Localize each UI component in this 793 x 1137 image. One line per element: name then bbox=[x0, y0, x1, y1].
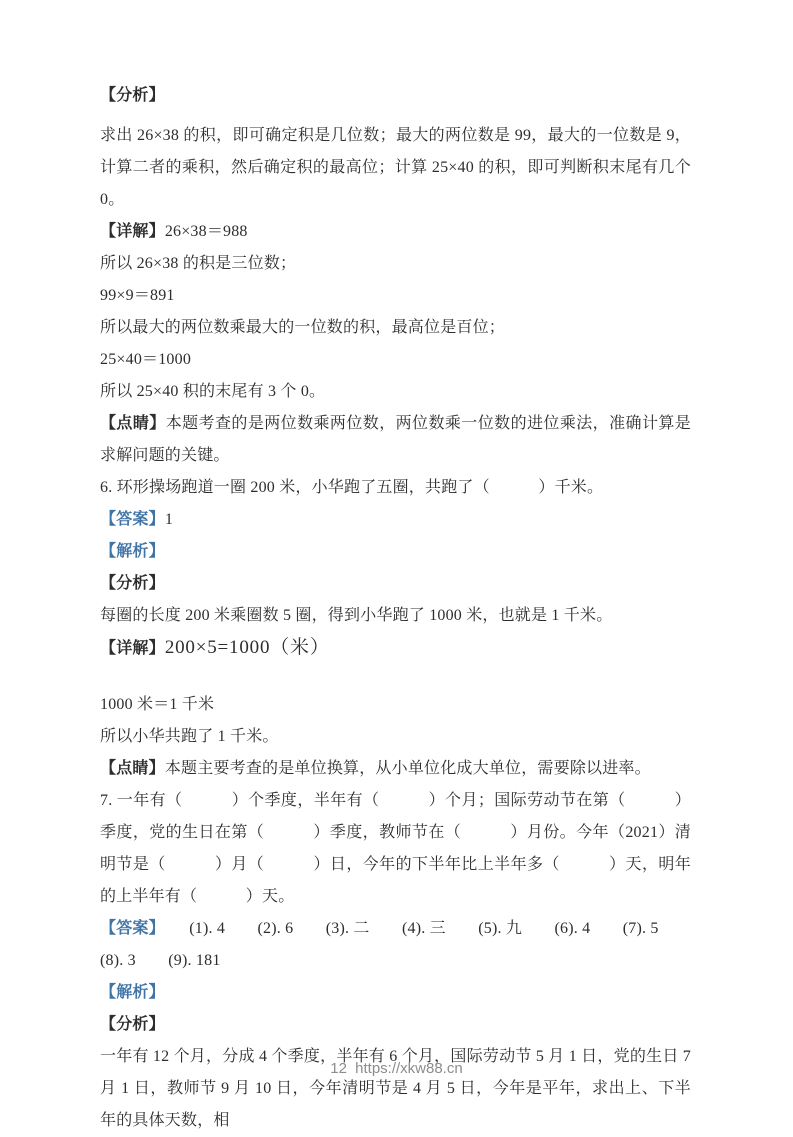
q7-analysis-text bbox=[100, 1041, 691, 1137]
q7-analysis-text-text: 一年有 12 个月，分成 4 个季度，半年有 6 个月，国际劳动节 5 月 1 日，党的生日 7 月 1 日，教师节 9 月 10 日，今年清明节是 4 月 5 日，今年是平年，求出上、下半年的具体天数，相 bbox=[100, 1048, 691, 1129]
q5-detail-line1 bbox=[100, 216, 691, 248]
q7-question bbox=[100, 785, 691, 913]
q6-detail-line2 bbox=[100, 689, 691, 721]
q6-question-text: 6. 环形操场跑道一圈 200 米，小华跑了五圈，共跑了（ ）千米。 bbox=[100, 479, 604, 496]
q5-detail-line4-text: 所以最大的两位数乘最大的一位数的积，最高位是百位； bbox=[100, 319, 506, 336]
q5-detail-line1-text: 26×38＝988 bbox=[164, 223, 248, 240]
q6-answer-bracket-label: 【答案】 bbox=[100, 511, 165, 528]
q5-analysis-text bbox=[100, 120, 691, 216]
q6-answer bbox=[100, 504, 691, 536]
q6-detail-line3-text: 所以小华共跑了 1 千米。 bbox=[100, 728, 279, 745]
q5-analysis-label-bracket-label: 【分析】 bbox=[100, 87, 165, 104]
q5-detail-line6-text: 所以 25×40 积的末尾有 3 个 0。 bbox=[100, 383, 326, 400]
page-number: 12 bbox=[330, 1060, 347, 1077]
q7-answers-bracket-label: 【答案】 bbox=[100, 920, 157, 937]
q7-question-text: 7. 一年有（ ）个季度，半年有（ ）个月；国际劳动节在第（ ）季度，党的生日在第（ ）季度，教师节在（ ）月份。今年（2021）清明节是（ ）月（ ）日，今年的下半年比上半年多（ ）天，明年的上半年有（ ）天。 bbox=[100, 792, 691, 905]
q5-detail-line5-text: 25×40＝1000 bbox=[100, 351, 192, 368]
q5-detail-line3-text: 99×9＝891 bbox=[100, 287, 175, 304]
document-body bbox=[100, 80, 691, 1137]
q5-summary-text: 本题考查的是两位数乘两位数，两位数乘一位数的进位乘法，准确计算是求解问题的关键。 bbox=[100, 415, 691, 464]
q6-explanation-label-bracket-label: 【解析】 bbox=[100, 543, 165, 560]
q6-detail-equation-text: 200×5=1000（米） bbox=[164, 637, 330, 658]
q6-answer-text: 1 bbox=[164, 511, 174, 528]
q5-detail-line1-bracket-label: 【详解】 bbox=[100, 223, 165, 240]
q6-analysis-text-text: 每圈的长度 200 米乘圈数 5 圈，得到小华跑了 1000 米，也就是 1 千米。 bbox=[100, 607, 613, 624]
q6-summary bbox=[100, 753, 691, 785]
q6-explanation-label bbox=[100, 536, 691, 568]
page-footer bbox=[0, 1060, 793, 1077]
footer-site-url: https://xkw88.cn bbox=[355, 1060, 463, 1077]
q6-summary-text: 本题主要考查的是单位换算，从小单位化成大单位，需要除以进率。 bbox=[164, 760, 651, 777]
q5-analysis-label bbox=[100, 80, 691, 112]
q7-analysis-label-bracket-label: 【分析】 bbox=[100, 1016, 165, 1033]
q6-analysis-label-bracket-label: 【分析】 bbox=[100, 575, 165, 592]
q5-detail-line3 bbox=[100, 280, 691, 312]
q6-analysis-text bbox=[100, 600, 691, 632]
q5-detail-line5 bbox=[100, 344, 691, 376]
q6-detail-line2-text: 1000 米＝1 千米 bbox=[100, 696, 215, 713]
q5-detail-line4 bbox=[100, 312, 691, 344]
q6-detail-line3 bbox=[100, 721, 691, 753]
q6-detail-equation-bracket-label: 【详解】 bbox=[100, 640, 165, 657]
q7-explanation-label-bracket-label: 【解析】 bbox=[100, 984, 165, 1001]
q5-detail-line2 bbox=[100, 248, 691, 280]
q7-answers-text: (1). 4 (2). 6 (3). 二 (4). 三 (5). 九 (6). 4 (7). 5 (8). 3 (9). 181 bbox=[100, 920, 692, 969]
q5-analysis-text-text: 求出 26×38 的积，即可确定积是几位数；最大的两位数是 99，最大的一位数是 9，计算二者的乘积，然后确定积的最高位；计算 25×40 的积，即可判断积末尾有几个 0。 bbox=[100, 127, 691, 208]
q5-summary-bracket-label: 【点睛】 bbox=[100, 415, 166, 432]
q6-summary-bracket-label: 【点睛】 bbox=[100, 760, 165, 777]
q5-detail-line6 bbox=[100, 376, 691, 408]
q7-answers bbox=[100, 913, 691, 977]
q6-detail-equation bbox=[100, 632, 691, 665]
q7-explanation-label bbox=[100, 977, 691, 1009]
q5-summary bbox=[100, 408, 691, 472]
q6-analysis-label bbox=[100, 568, 691, 600]
q6-question bbox=[100, 472, 691, 504]
q5-detail-line2-text: 所以 26×38 的积是三位数； bbox=[100, 255, 297, 272]
q7-analysis-label bbox=[100, 1009, 691, 1041]
